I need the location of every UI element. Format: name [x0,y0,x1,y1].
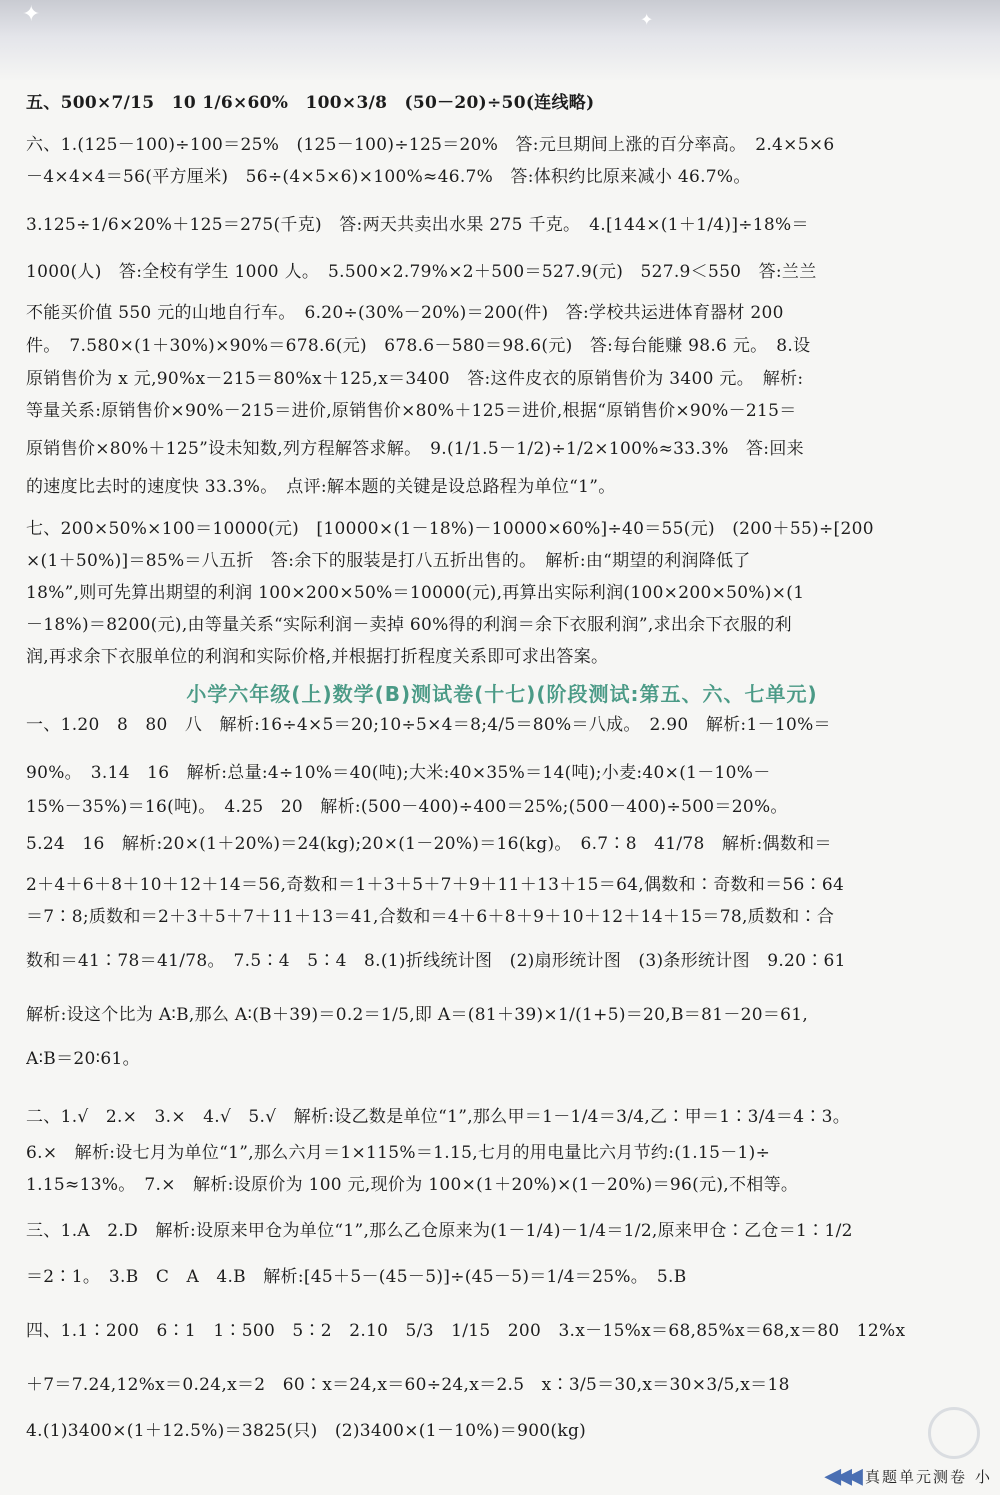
text-line: 不能买价值 550 元的山地自行车。 6.20÷(30%－20%)＝200(件) 答:学校共运进体育器材 200 [26,303,784,323]
text-line: 18%”,则可先算出期望的利润 100×200×50%＝10000(元),再算出实际利润(100×200×50%)×(1 [26,583,805,603]
test-title: 小学六年级(上)数学(B)测试卷(十七)(阶段测试:第五、六、七单元) [186,682,818,706]
footer-page-label: 小 [974,1468,992,1486]
text-line: 6.× 解析:设七月为单位“1”,那么六月＝1×115%＝1.15,七月的用电量比六月节约:(1.15－1)÷ [26,1143,771,1163]
text-line: 15%－35%)＝16(吨)。 4.25 20 解析:(500－400)÷400＝25%;(500－400)÷500＝20%。 [26,797,788,817]
page-footer [824,1464,992,1489]
text-line: 二、1.√ 2.× 3.× 4.√ 5.√ 解析:设乙数是单位“1”,那么甲＝1－1/4＝3/4,乙∶甲＝1∶3/4＝4∶3。 [26,1107,851,1127]
text-line: ×(1＋50%)]＝85%＝八五折 答:余下的服装是打八五折出售的。 解析:由“期望的利润降低了 [26,551,751,571]
text-line: －18%)＝8200(元),由等量关系“实际利润－卖掉 60%得的利润＝余下衣服利润”,求出余下衣服的利 [26,615,792,635]
text-line: ＋7＝7.24,12%x＝0.24,x＝2 60∶x＝24,x＝60÷24,x＝2.5 x∶3/5＝30,x＝30×3/5,x＝18 [26,1375,790,1395]
top-decorative-band [0,0,1000,82]
text-line: 七、200×50%×100＝10000(元) [10000×(1－18%)－10000×60%]÷40＝55(元) (200＋55)÷[200 [26,519,874,539]
arrows-decoration-icon: ◀◀◀ [824,1464,857,1489]
text-line: 三、1.A 2.D 解析:设原来甲仓为单位“1”,那么乙仓原来为(1－1/4)－1/4＝1/2,原来甲仓∶乙仓＝1∶1/2 [26,1221,853,1241]
text-line: 3.125÷1/6×20%＋125＝275(千克) 答:两天共卖出水果 275 千克。 4.[144×(1＋1/4)]÷18%＝ [26,215,809,235]
text-line: 六、1.(125－100)÷100＝25% (125－100)÷125＝20% 答:元旦期间上涨的百分率高。 2.4×5×6 [26,135,835,155]
sparkle-icon: ✦ [22,2,41,27]
sparkle-icon: ✦ [640,10,654,29]
text-line: ＝2∶1。 3.B C A 4.B 解析:[45＋5－(45－5)]÷(45－5)＝1/4＝25%。 5.B [26,1267,687,1287]
text-line: 等量关系:原销售价×90%－215＝进价,原销售价×80%＋125＝进价,根据“原销售价×90%－215＝ [26,401,797,421]
text-line: 解析:设这个比为 A∶B,那么 A∶(B＋39)＝0.2＝1/5,即 A＝(81＋39)×1/(1+5)＝20,B＝81－20＝61, [26,1005,809,1025]
text-line: 原销售价×80%＋125”设未知数,列方程解答求解。 9.(1/1.5－1/2)÷1/2×100%≈33.3% 答:回来 [26,439,804,459]
text-line: 四、1.1∶200 6∶1 1∶500 5∶2 2.10 5/3 1/15 200 3.x－15%x＝68,85%x＝68,x＝80 12%x [26,1321,906,1341]
text-line: 2＋4＋6＋8＋10＋12＋14＝56,奇数和＝1＋3＋5＋7＋9＋11＋13＋15＝64,偶数和∶奇数和＝56∶64 [26,875,845,895]
watermark-logo [928,1407,980,1459]
text-line: 的速度比去时的速度快 33.3%。 点评:解本题的关键是设总路程为单位“1”。 [26,477,616,497]
section-five-answer: 五、500×7/15 10 1/6×60% 100×3/8 (50－20)÷50(连线略) [26,93,595,113]
text-line: 原销售价为 x 元,90%x－215＝80%x＋125,x＝3400 答:这件皮衣的原销售价为 3400 元。 解析: [26,369,804,389]
text-line: 一、1.20 8 80 八 解析:16÷4×5＝20;10÷5×4＝8;4/5＝80%＝八成。 2.90 解析:1－10%＝ [26,715,831,735]
text-line: 5.24 16 解析:20×(1＋20%)＝24(kg);20×(1－20%)＝16(kg)。 6.7∶8 41/78 解析:偶数和＝ [26,834,832,854]
text-line: 数和＝41∶78＝41/78。 7.5∶4 5∶4 8.(1)折线统计图 (2)扇形统计图 (3)条形统计图 9.20∶61 [26,951,846,971]
text-line: A∶B＝20∶61。 [26,1049,140,1069]
text-line: 润,再求余下衣服单位的利润和实际价格,并根据打折程度关系即可求出答案。 [26,647,609,667]
text-line: －4×4×4＝56(平方厘米) 56÷(4×5×6)×100%≈46.7% 答:体积约比原来减小 46.7%。 [26,167,751,187]
footer-series-label: 真题单元测卷 [864,1468,967,1486]
text-line: ＝7∶8;质数和＝2＋3＋5＋7＋11＋13＝41,合数和＝4＋6＋8＋9＋10＋12＋14＋15＝78,质数和∶合 [26,907,835,927]
text-line: 4.(1)3400×(1＋12.5%)＝3825(只) (2)3400×(1－10%)＝900(kg) [26,1421,587,1441]
text-line: 1000(人) 答:全校有学生 1000 人。 5.500×2.79%×2＋500＝527.9(元) 527.9＜550 答:兰兰 [26,262,817,282]
text-line: 90%。 3.14 16 解析:总量:4÷10%＝40(吨);大米:40×35%＝14(吨);小麦:40×(1－10%－ [26,763,771,783]
text-line: 件。 7.580×(1＋30%)×90%＝678.6(元) 678.6－580＝98.6(元) 答:每台能赚 98.6 元。 8.设 [26,336,811,356]
text-line: 1.15≈13%。 7.× 解析:设原价为 100 元,现价为 100×(1＋20%)×(1－20%)＝96(元),不相等。 [26,1175,799,1195]
